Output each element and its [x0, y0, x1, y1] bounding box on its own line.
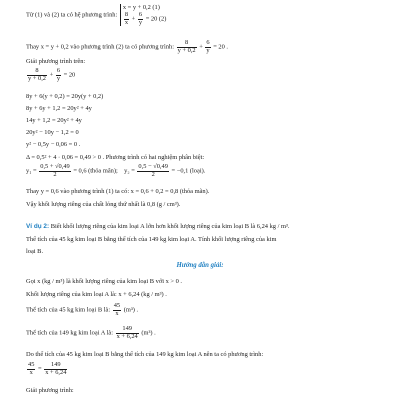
fraction — [56, 68, 61, 82]
numerator: 8 — [27, 68, 47, 76]
solution-heading: Hướng dẫn giải: — [176, 262, 224, 269]
substitution-line — [26, 40, 228, 54]
unit: (m³) . — [123, 306, 139, 314]
fraction — [44, 362, 67, 376]
unit: (m³) . — [141, 329, 156, 337]
denominator: y — [138, 18, 143, 26]
conclusion-line: Vậy khối lượng riêng của chất lỏng thứ nhất là 0,8 (g / cm³). — [26, 201, 181, 208]
example-text: Biết khối lượng riêng của kim loại A lớn hơn khối lượng riêng của kim loại B là 6,24 kg / m³. — [50, 223, 290, 230]
fraction — [138, 12, 143, 26]
fraction — [39, 164, 70, 178]
numerator: 8 — [177, 40, 197, 48]
denominator: x + 6,24 — [116, 332, 138, 340]
fraction — [177, 40, 197, 54]
system-eq-2 — [123, 12, 167, 26]
numerator: 8 — [124, 11, 129, 18]
fraction — [113, 303, 121, 317]
root-label: y₁ = — [26, 167, 37, 175]
text-line: Do thể tích của 45 kg kim loại B bằng thể tích của 149 kg kim loại A nên ta có phương trình: — [26, 351, 264, 358]
text-line: Giải phương trình: — [26, 387, 74, 394]
fraction — [116, 326, 139, 340]
equation-system — [120, 4, 167, 26]
operator: + — [199, 43, 203, 51]
fraction — [124, 12, 129, 26]
example-label: Ví dụ 2: — [26, 223, 50, 230]
operator: = — [38, 365, 42, 373]
volume-b-line — [26, 303, 138, 317]
step-line: y² − 0,5y − 0,06 = 0 . — [26, 141, 81, 148]
step-line: 20y² − 10y − 1,2 = 0 — [26, 129, 79, 136]
step-line: 14y + 1,2 = 20y² + 4y — [26, 117, 82, 124]
text-line: Giải phương trình trên: — [26, 58, 86, 65]
denominator: y — [206, 46, 210, 54]
numerator: 0,5 + √0,49 — [40, 163, 70, 170]
system-eq-1: x = y + 0,2 (1) — [122, 4, 160, 11]
denominator: y + 0,2 — [177, 46, 196, 54]
system-line — [26, 4, 166, 26]
numerator: 45 — [28, 361, 35, 368]
fraction — [205, 40, 210, 54]
step-line: 8y + 6(y + 0,2) = 20y(y + 0,2) — [26, 93, 104, 100]
example-text: loại B. — [26, 248, 44, 255]
denominator: y + 0,2 — [28, 74, 46, 82]
step-line: 8y + 6y + 1,2 = 20y² + 4y — [26, 105, 92, 112]
root-label: y₂ = — [124, 167, 135, 175]
denominator: 2 — [151, 170, 155, 178]
fraction — [27, 362, 35, 376]
operator: + — [49, 71, 54, 79]
system-intro: Từ (1) và (2) ta có hệ phương trình: — [26, 11, 118, 19]
fraction — [137, 164, 168, 178]
text: Thể tích của 45 kg kim loại B là: — [26, 306, 111, 314]
eq-rest: = 20 . — [213, 43, 229, 51]
text: Thay x = y + 0,2 vào phương trình (2) ta có phương trình: — [26, 43, 174, 51]
volume-a-line — [26, 326, 156, 340]
numerator: 149 — [116, 326, 139, 334]
root-result: = 0,6 (thỏa mãn); — [73, 167, 118, 175]
discriminant-line: Δ = 0,5² + 4 · 0,06 = 0,49 > 0 . Phương trình có hai nghiệm phân biệt: — [26, 154, 205, 161]
operator: + — [131, 15, 136, 23]
numerator: 45 — [113, 302, 121, 309]
text: Thể tích của 149 kg kim loại A là: — [26, 329, 113, 337]
root-result: = −0,1 (loại). — [171, 167, 206, 175]
denominator: x — [115, 309, 119, 317]
denominator: x — [29, 368, 33, 376]
denominator: y — [56, 74, 61, 82]
numerator: 149 — [44, 362, 67, 370]
text-line: Thay y = 0,6 vào phương trình (1) ta có: x = 0,6 + 0,2 = 0,8 (thỏa mãn). — [26, 188, 210, 195]
text-line: Khối lượng riêng của kim loại A là: x + 6,24 (kg / m³) . — [26, 291, 167, 298]
volume-equation — [26, 362, 68, 376]
example-line — [26, 224, 289, 230]
denominator: x + 6,24 — [45, 368, 67, 376]
fraction — [27, 68, 47, 82]
numerator: 6 — [206, 39, 210, 46]
eq-rest: = 20 (2) — [145, 15, 167, 23]
equation — [26, 68, 75, 82]
text-line: Gọi x (kg / m³) là khối lượng riêng của kim loại B với x > 0 . — [26, 278, 182, 285]
numerator: 0,5 − √0,49 — [138, 163, 168, 170]
numerator: 6 — [138, 11, 143, 18]
denominator: 2 — [53, 170, 57, 178]
roots-line — [26, 164, 205, 178]
numerator: 6 — [56, 67, 61, 74]
denominator: x — [124, 18, 129, 26]
example-text: Thể tích của 45 kg kim loại B bằng thể tích của 149 kg kim loại A. Tính khối lượng riêng của kim — [26, 236, 277, 243]
eq-rest: = 20 — [63, 71, 76, 79]
